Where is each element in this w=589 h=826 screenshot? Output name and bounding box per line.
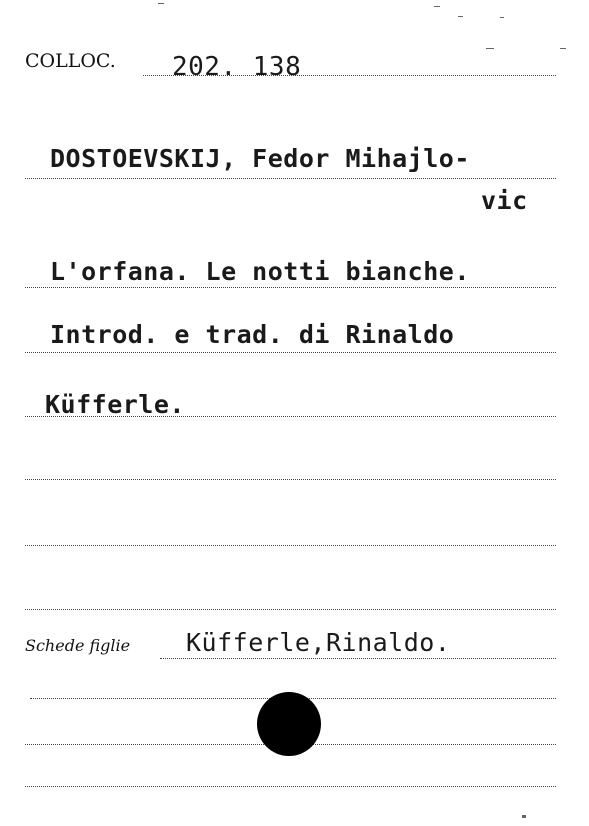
dotted-line xyxy=(25,416,556,417)
title-line-2: Introd. e trad. di Rinaldo xyxy=(50,320,455,349)
dotted-line xyxy=(25,178,556,179)
dotted-line xyxy=(25,352,556,353)
schede-figlie-label: Schede figlie xyxy=(25,636,131,655)
punched-hole xyxy=(257,692,321,756)
schede-figlie-value: Küfferle,Rinaldo. xyxy=(186,628,451,657)
colloc-value: 202. 138 xyxy=(172,52,302,82)
dotted-line xyxy=(25,479,556,480)
colloc-dotted-line xyxy=(143,75,556,76)
scan-speck xyxy=(522,815,526,818)
dotted-line xyxy=(25,786,556,787)
scan-speck xyxy=(486,48,494,49)
scan-speck xyxy=(458,16,463,17)
dotted-line xyxy=(25,287,556,288)
author-line-1: DOSTOEVSKIJ, Fedor Mihajlo- xyxy=(50,144,470,173)
title-line-3: Küfferle. xyxy=(45,390,185,419)
title-line-1: L'orfana. Le notti bianche. xyxy=(50,257,470,286)
scan-speck xyxy=(434,6,440,7)
dotted-line xyxy=(25,609,556,610)
colloc-label: COLLOC. xyxy=(25,50,116,72)
dotted-line xyxy=(25,545,556,546)
scan-speck xyxy=(158,3,164,4)
dotted-line xyxy=(160,658,556,659)
scan-speck xyxy=(560,48,566,49)
scan-speck xyxy=(500,17,504,18)
author-line-2: vic xyxy=(481,186,528,215)
